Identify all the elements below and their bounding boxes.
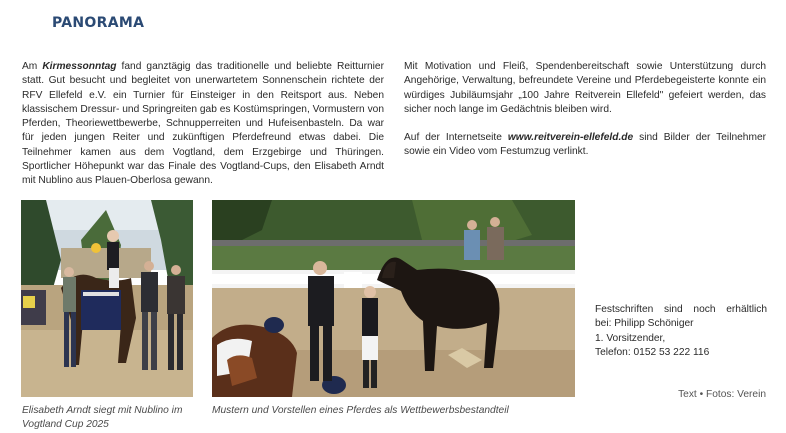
paragraph-text: fand ganztägig das traditionelle und beliebte Reitturnier statt. Gut besucht und begleitet von unerwartetem Sonnenschein richtete der RFV Ellefeld e.V. ein Turnier für Einsteiger in den Reitsport aus. Neben klassischem Dressur- und Springreiten gab es Kostümspringen, Vormustern von Pferden, Theoriewettbewerbe, Schnupperreiten und Hufeisenbasteln. Da war für jeden jungen Reiter und zukünftigen Pferdefreund etwas dabei. Die Teilnehmer kamen aus dem Vogtland, dem Erzgebirge und Thüringen. Sportlicher Höhepunkt war das Finale des Vogtland-Cups, den Elisabeth Arndt mit Nublino aus Plauen-Oberlosa gewann. <box>22 61 384 187</box>
photo-caption-winner: Elisabeth Arndt siegt mit Nublino im Vogtland Cup 2025 <box>22 405 183 430</box>
article-paragraph <box>22 60 384 189</box>
info-line: 1. Vorsitzender, <box>595 332 666 344</box>
contact-info-box <box>595 303 767 360</box>
photo-presentation <box>212 200 575 397</box>
section-title: PANORAMA <box>52 15 145 31</box>
photo-caption-presentation: Mustern und Vorstellen eines Pferdes als Wettbewerbsbestandteil <box>212 405 509 416</box>
article-column-left <box>22 60 384 189</box>
article-paragraph: Mit Motivation und Fleiß, Spendenbereitschaft sowie Unterstützung durch Angehörige, Verwaltung, befreundete Vereine und Pferdebegeisterte konnte ein würdiges Jubiläumsjahr „100 Jahre Reitverein Ellefeld" gefeiert werden, das sicher noch lange im Gedächtnis bleiben wird. <box>404 61 766 115</box>
paragraph-prefix: Am <box>22 61 38 72</box>
photo-credit: Text • Fotos: Verein <box>678 389 766 400</box>
photo-winner <box>21 200 193 397</box>
article-column-right <box>404 60 766 160</box>
article-paragraph-website <box>404 131 766 160</box>
website-link[interactable]: www.reitverein-ellefeld.de <box>507 132 634 144</box>
info-line: bei: Philipp Schöniger <box>595 318 694 330</box>
paragraph-prefix: Auf der Internetseite <box>404 132 502 144</box>
info-line: Festschriften sind noch erhältlich <box>595 304 767 315</box>
phone-number: Telefon: 0152 53 222 116 <box>595 346 710 358</box>
paragraph-text: sind Bilder der Teilnehmer sowie ein Video vom Festumzug verlinkt. <box>404 132 766 158</box>
emphasis-kirmessonntag: Kirmessonntag <box>42 61 117 72</box>
